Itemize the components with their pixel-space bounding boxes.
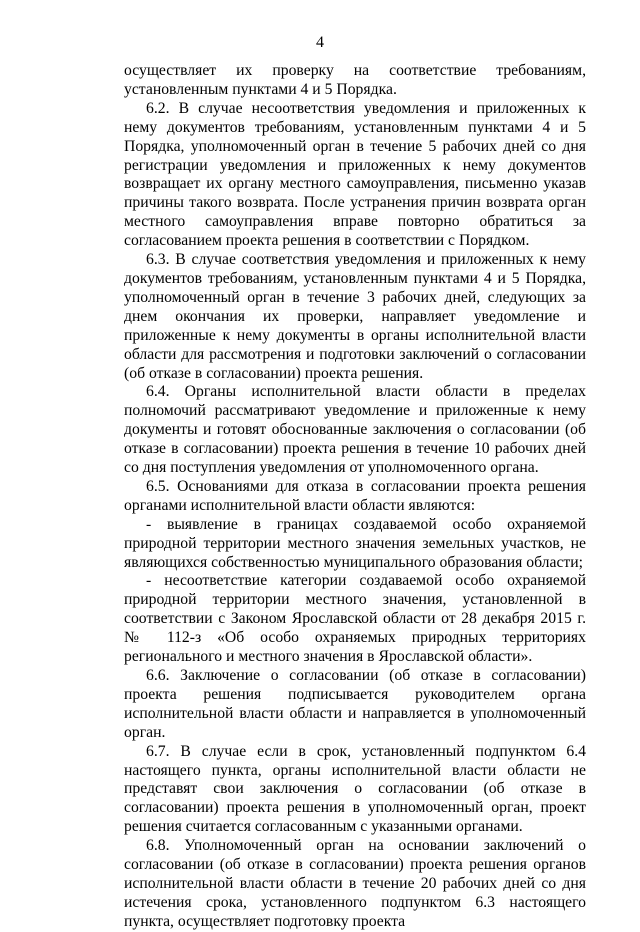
paragraph-6-5: 6.5. Основаниями для отказа в согласовании проекта решения органами исполнительной власти области являются: [124, 477, 586, 514]
paragraph-continuation: осуществляет их проверку на соответствие требованиям, установленным пунктами 4 и 5 Порядка. [124, 62, 586, 98]
paragraph-6-8: 6.8. Уполномоченный орган на основании заключений о согласовании (об отказе в согласовании) проекта решения органов исполнительной власти области в течение 20 рабочих дней со дня истечения срока, установленного подпунктом 6.3 настоящего пункта, осуществляет подготовку проекта [124, 837, 586, 930]
paragraph-6-2: 6.2. В случае несоответствия уведомления и приложенных к нему документов требованиям, установленным пунктами 4 и 5 Порядка, уполномоченный орган в течение 5 рабочих дней со дня регистрации уведомления и приложенных к нему документов возвращает их органу местного самоуправления, письменно указав причины такого возврата. После устранения причин возврата орган местного самоуправления вправе повторно обратиться за согласованием проекта решения в соответствии с Порядком. [124, 99, 586, 250]
paragraph-6-7: 6.7. В случае если в срок, установленный подпунктом 6.4 настоящего пункта, органы исполнительной власти области не представят свои заключения о согласовании (об отказе в согласовании) проекта решения в уполномоченный орган, проект решения считается согласованным с указанными органами. [124, 742, 586, 836]
list-item-1: - выявление в границах создаваемой особо охраняемой природной территории местного значения земельных участков, не являющихся собственностью муниципального образования области; [124, 515, 586, 571]
page-number: 4 [316, 34, 324, 51]
paragraph-6-6: 6.6. Заключение о согласовании (об отказе в согласовании) проекта решения подписывается руководителем органа исполнительной власти области и направляется в уполномоченный орган. [124, 667, 586, 741]
paragraph-6-3: 6.3. В случае соответствия уведомления и приложенных к нему документов требованиям, установленным пунктами 4 и 5 Порядка, уполномоченный орган в течение 3 рабочих дней, следующих за днем окончания их проверки, направляет уведомление и приложенные к нему документы в органы исполнительной власти области для рассмотрения и подготовки заключений о согласовании (об отказе в согласовании) проекта решения. [124, 251, 586, 382]
paragraph-6-4: 6.4. Органы исполнительной власти области в пределах полномочий рассматривают уведомление и приложенные к нему документы и готовят обоснованные заключения о согласовании (об отказе в согласовании) проекта решения в течение 10 рабочих дней со дня поступления уведомления от уполномоченного органа. [124, 383, 586, 477]
document-body [124, 62, 586, 932]
list-item-2: - несоответствие категории создаваемой особо охраняемой природной территории местного значения, установленной в соответствии с Законом Ярославской области от 28 декабря 2015 г. № 112-з «Об особо охраняемых природных территориях регионального и местного значения в Ярославской области». [124, 572, 586, 666]
